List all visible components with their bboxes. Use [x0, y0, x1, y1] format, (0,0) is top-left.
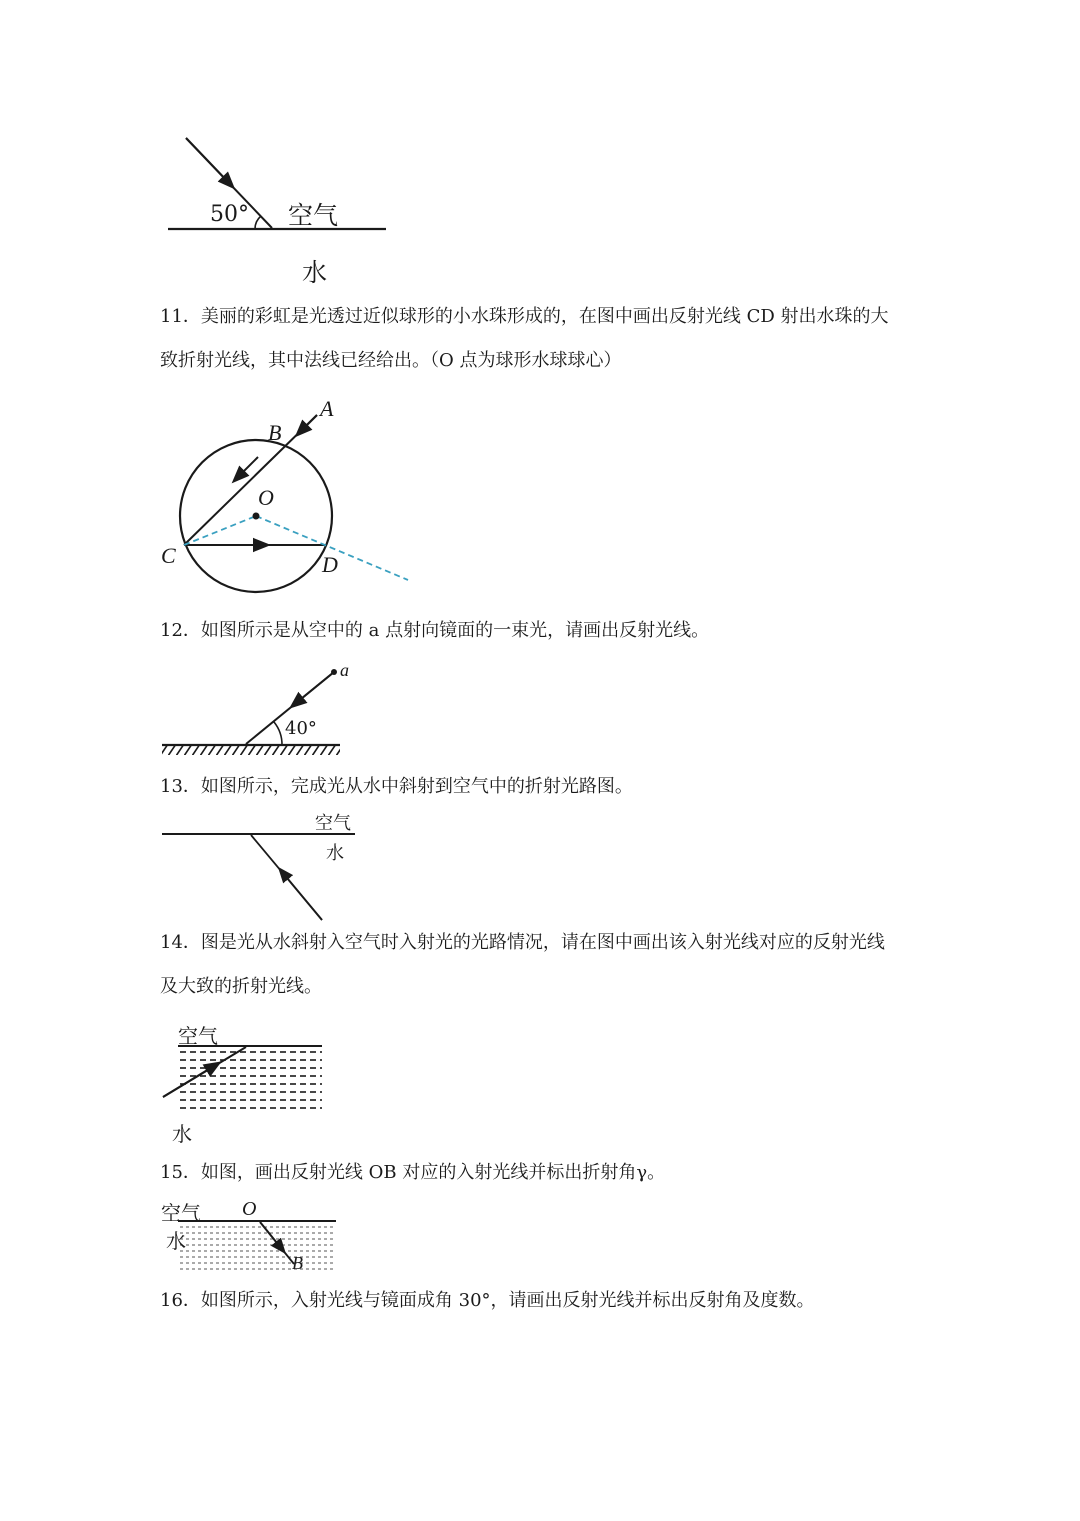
- fig11-label-O: O: [258, 485, 274, 510]
- fig13-water-label: 水: [326, 843, 344, 864]
- fig10-angle-label: 50°: [210, 202, 249, 227]
- q16-text: 16．如图所示，入射光线与镜面成角 30°，请画出反射光线并标出反射角及度数。: [160, 1290, 815, 1311]
- fig15-air-label: 空气: [161, 1201, 201, 1225]
- fig12-point-a-label: a: [340, 660, 349, 680]
- figure-10: [168, 138, 386, 229]
- fig12-angle-label: 40°: [285, 718, 317, 739]
- angle-arc: [274, 722, 282, 745]
- fig13-air-label: 空气: [315, 813, 351, 834]
- fig15-water-label: 水: [166, 1229, 186, 1253]
- q14-text-line1: 14．图是光从水斜射入空气时入射光的光路情况，请在图中画出该入射光线对应的反射光线: [160, 932, 885, 953]
- fig10-air-label: 空气: [288, 201, 339, 230]
- q11-text-line2: 致折射光线，其中法线已经给出。（O 点为球形水球球心）: [160, 350, 622, 371]
- q12-text: 12．如图所示是从空中的 a 点射向镜面的一束光，请画出反射光线。: [160, 620, 710, 641]
- figure-15: [178, 1221, 336, 1273]
- fig15-label-B: B: [292, 1253, 303, 1273]
- mirror-hatch: [162, 746, 340, 755]
- normal-at-C: [184, 516, 256, 545]
- fig11-label-C: C: [161, 543, 176, 568]
- point-a: [331, 669, 337, 675]
- fig14-air-label: 空气: [178, 1024, 218, 1048]
- q11-text-line1: 11．美丽的彩虹是光透过近似球形的小水珠形成的，在图中画出反射光线 CD 射出水珠的大: [160, 306, 889, 327]
- q13-text: 13．如图所示，完成光从水中斜射到空气中的折射光路图。: [160, 776, 633, 797]
- q14-text-line2: 及大致的折射光线。: [160, 976, 322, 997]
- water-dashes: [178, 1050, 322, 1114]
- figure-11: [180, 415, 408, 592]
- fig11-label-D: D: [322, 552, 338, 577]
- fig15-label-O: O: [242, 1198, 257, 1220]
- figure-14: [163, 1046, 322, 1114]
- ray-AC: [184, 415, 317, 545]
- angle-arc: [255, 216, 261, 229]
- q15-text: 15．如图，画出反射光线 OB 对应的入射光线并标出折射角γ。: [160, 1162, 666, 1183]
- center-point-O: [253, 513, 260, 520]
- fig11-label-B: B: [268, 420, 282, 445]
- fig11-label-A: A: [320, 396, 334, 421]
- fig14-water-label: 水: [172, 1122, 192, 1146]
- fig10-water-label: 水: [302, 258, 328, 287]
- water-dots: [178, 1223, 336, 1273]
- figure-12: [162, 669, 340, 755]
